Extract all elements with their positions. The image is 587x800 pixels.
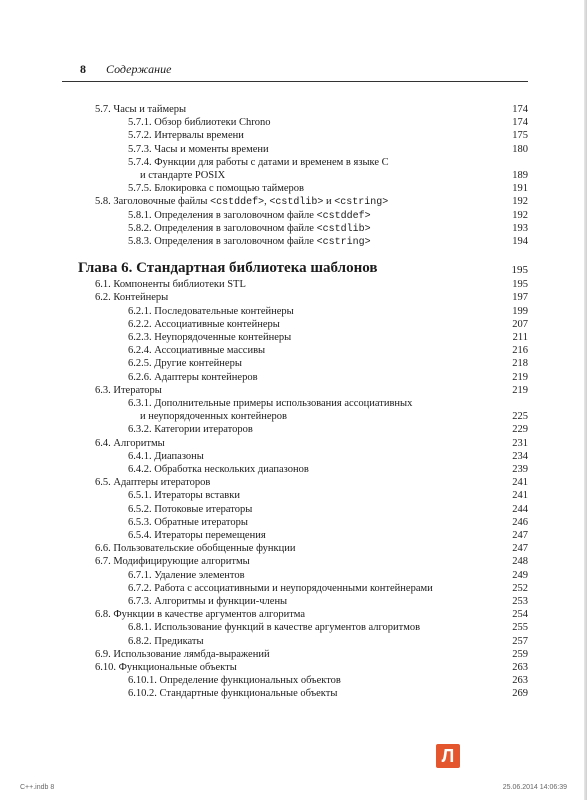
toc-entry — [0, 130, 528, 142]
toc-entry — [0, 504, 528, 516]
toc-entry-label — [128, 223, 371, 236]
toc-entry — [0, 675, 528, 687]
toc-entry-page: 174 — [512, 117, 528, 129]
toc-entry-page: 241 — [512, 490, 528, 502]
toc-entry-label: 6.2.6. Адаптеры контейнеров — [128, 371, 258, 383]
toc-entry — [0, 622, 528, 634]
toc-entry-page: 193 — [512, 222, 528, 234]
toc-entry — [0, 319, 528, 331]
toc-entry — [0, 398, 528, 410]
toc-entry-page: 180 — [512, 143, 528, 155]
toc-entry-label — [128, 210, 371, 223]
toc-entry-page: 207 — [512, 318, 528, 330]
header-file-name: <cstddef> — [316, 210, 371, 222]
running-header — [62, 62, 528, 78]
toc-entry-label: 6.3. Итераторы — [95, 384, 162, 396]
toc-entry — [0, 411, 528, 423]
toc-entry-label: 6.2.5. Другие контейнеры — [128, 358, 242, 370]
toc-entry-label: 6.6. Пользовательские обобщенные функции — [95, 543, 296, 555]
toc-entry-page: 216 — [512, 345, 528, 357]
toc-entry-page: 249 — [512, 569, 528, 581]
toc-entry-label: 6.10.2. Стандартные функциональные объекты — [128, 688, 338, 700]
toc-entry-label: 6.1. Компоненты библиотеки STL — [95, 279, 246, 291]
footer-file-info: C++.indb 8 — [20, 784, 55, 791]
toc-entry — [0, 385, 528, 397]
toc-entry — [0, 117, 528, 129]
label-text: 5.8.1. Определения в заголовочном файле — [128, 209, 317, 221]
toc-entry-label: 6.4.1. Диапазоны — [128, 450, 204, 462]
toc-entry-label: 6.8. Функции в качестве аргументов алгоритма — [95, 609, 306, 621]
toc-entry — [0, 372, 528, 384]
toc-entry-label: 5.7.5. Блокировка с помощью таймеров — [128, 183, 304, 195]
toc-entry-page: 229 — [512, 424, 528, 436]
toc-entry-label: 6.3.1. Дополнительные примеры использования ассоциативных — [128, 398, 413, 409]
toc-entry — [0, 223, 528, 235]
toc-entry-label: 6.5.4. Итераторы перемещения — [128, 530, 266, 541]
toc-entry-label: 6.2.2. Ассоциативные контейнеры — [128, 318, 280, 330]
toc-entry — [0, 517, 528, 529]
toc-entry-page: 255 — [512, 622, 528, 634]
toc-entry-page: 219 — [512, 371, 528, 383]
toc-entry-page: 239 — [512, 464, 528, 475]
toc-entry-label: 6.4. Алгоритмы — [95, 437, 165, 449]
toc-entry-label: 5.7.4. Функции для работы с датами и временем в языке C — [128, 156, 389, 168]
header-file-name: <cstring> — [334, 197, 389, 209]
toc-entry-label: 6.2.4. Ассоциативные массивы — [128, 345, 266, 357]
toc-entry-label: 5.7.3. Часы и моменты времени — [128, 143, 269, 155]
toc-entry-page: 257 — [512, 635, 528, 647]
toc-entry-page: 269 — [512, 688, 528, 700]
toc-entry — [0, 424, 528, 436]
toc-entry — [0, 236, 528, 248]
toc-entry — [0, 104, 528, 116]
toc-entry — [0, 636, 528, 648]
footer-timestamp: 25.06.2014 14:06:39 — [502, 784, 567, 791]
header-title: Содержание — [106, 62, 172, 76]
label-text: , — [264, 196, 270, 208]
toc-entry-page: 248 — [512, 556, 528, 568]
toc-entry-page: 263 — [512, 662, 528, 673]
toc-entry — [0, 279, 528, 291]
toc-entry — [0, 183, 528, 195]
toc-entry-page: 195 — [512, 279, 528, 291]
toc-entry-label: 6.4.2. Обработка нескольких диапазонов — [128, 464, 309, 475]
header-rule — [62, 81, 528, 82]
toc-entry-page: 246 — [512, 516, 528, 528]
toc-entry-label: 6.5.2. Потоковые итераторы — [128, 503, 253, 515]
print-footer — [0, 760, 587, 800]
toc-entry-page: 175 — [512, 130, 528, 142]
toc-entry-label: 6.3.2. Категории итераторов — [128, 424, 253, 436]
toc-entry-label: 6.8.1. Использование функций в качестве аргументов алгоритмов — [128, 622, 421, 634]
toc-entry — [0, 596, 528, 608]
toc-entry-page: 254 — [512, 609, 528, 621]
toc-entry-label — [95, 196, 388, 209]
toc-entry — [0, 530, 528, 542]
toc-entry-label: 6.2.3. Неупорядоченные контейнеры — [128, 332, 292, 343]
toc-entry — [0, 609, 528, 621]
header-file-name: <cstddef> — [210, 197, 265, 209]
toc-entry — [0, 649, 528, 661]
toc-entry-page: 192 — [512, 209, 528, 221]
toc-entry-label: Глава 6. Стандартная библиотека шаблонов — [78, 260, 378, 277]
toc-entry-page: 247 — [512, 530, 528, 541]
toc-entry-page: 234 — [512, 450, 528, 462]
toc-entry — [0, 570, 528, 582]
toc-entry-label: 6.7. Модифицирующие алгоритмы — [95, 556, 250, 568]
toc-entry — [0, 688, 528, 700]
toc-entry-page: 241 — [512, 477, 528, 489]
toc-entry-label: и стандарте POSIX — [140, 170, 226, 181]
toc-entry — [0, 583, 528, 595]
toc-entry — [0, 556, 528, 568]
toc-entry — [0, 196, 528, 208]
toc-entry — [0, 490, 528, 502]
toc-entry-page: 197 — [512, 292, 528, 304]
toc-entry-label — [128, 236, 371, 249]
toc-entry-page: 189 — [512, 170, 528, 181]
toc-entry-label: 6.5. Адаптеры итераторов — [95, 477, 211, 489]
toc-entry-label: 5.7.1. Обзор библиотеки Chrono — [128, 117, 271, 129]
toc-entry-page: 247 — [512, 543, 528, 555]
toc-entry-label: 6.2.1. Последовательные контейнеры — [128, 305, 294, 317]
toc-entry-label: 6.2. Контейнеры — [95, 292, 169, 304]
toc-entry-label: и неупорядоченных контейнеров — [140, 411, 287, 423]
toc-entry-label: 6.10.1. Определение функциональных объектов — [128, 675, 341, 687]
toc-entry-page: 191 — [512, 183, 528, 195]
toc-entry-page: 259 — [512, 648, 528, 660]
toc-entry — [0, 543, 528, 555]
toc-entry-label: 6.8.2. Предикаты — [128, 635, 204, 647]
label-text: 5.8.3. Определения в заголовочном файле — [128, 236, 317, 247]
toc-entry-label: 5.7.2. Интервалы времени — [128, 130, 244, 142]
toc-entry-label: 6.7.2. Работа с ассоциативными и неупорядоченными контейнерами — [128, 582, 433, 594]
label-text: и — [323, 196, 335, 208]
toc-entry — [0, 292, 528, 304]
toc-entry-page: 194 — [512, 236, 528, 247]
toc-entry-page: 218 — [512, 358, 528, 370]
toc-entry — [0, 438, 528, 450]
toc-entry-page: 211 — [512, 332, 528, 343]
toc-entry — [0, 332, 528, 344]
toc-entry-page: 195 — [511, 264, 528, 277]
toc-entry-page: 174 — [512, 104, 528, 115]
label-text: 5.8.2. Определения в заголовочном файле — [128, 222, 317, 234]
toc-entry-label: 6.9. Использование лямбда-выражений — [95, 648, 270, 660]
header-file-name: <cstdlib> — [316, 223, 371, 235]
toc-entry-label: 6.5.3. Обратные итераторы — [128, 516, 248, 528]
toc-entry — [0, 306, 528, 318]
toc-entry-page: 199 — [512, 305, 528, 317]
toc-entry-page: 219 — [512, 384, 528, 396]
toc-entry-page: 192 — [512, 196, 528, 208]
toc-entry-page: 244 — [512, 503, 528, 515]
toc-entry — [0, 170, 528, 182]
header-page-number: 8 — [80, 62, 86, 76]
toc-entry — [0, 345, 528, 357]
toc-entry-label: 5.7. Часы и таймеры — [95, 104, 187, 115]
toc-entry — [0, 210, 528, 222]
header-file-name: <cstring> — [316, 237, 371, 248]
toc-entry-page: 252 — [512, 582, 528, 594]
toc-entry-label: 6.7.3. Алгоритмы и функции-члены — [128, 596, 288, 607]
toc-entry — [0, 144, 528, 156]
toc-entry-label: 6.5.1. Итераторы вставки — [128, 490, 240, 502]
chapter-heading — [0, 260, 528, 277]
toc-entry — [0, 157, 528, 169]
label-text: 5.8. Заголовочные файлы — [95, 196, 211, 208]
toc-entry — [0, 477, 528, 489]
toc-entry-label: 6.10. Функциональные объекты — [95, 662, 237, 673]
toc-entry — [0, 451, 528, 463]
toc-entry-label: 6.7.1. Удаление элементов — [128, 569, 245, 581]
toc-entry-page: 263 — [512, 675, 528, 687]
toc-entry — [0, 662, 528, 674]
toc-entry-page: 253 — [512, 596, 528, 607]
toc-entry-page: 231 — [512, 437, 528, 449]
toc-entry — [0, 464, 528, 476]
header-file-name: <cstdlib> — [269, 197, 324, 209]
toc-entry-page: 225 — [512, 411, 528, 423]
toc-entry — [0, 358, 528, 370]
publisher-logo: Л — [436, 744, 460, 768]
